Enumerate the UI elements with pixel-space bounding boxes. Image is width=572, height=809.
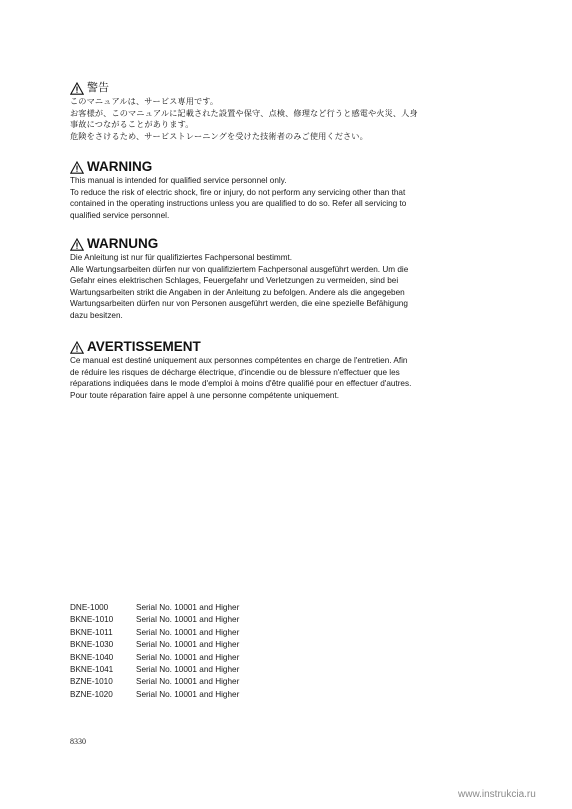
section-heading bbox=[70, 159, 510, 175]
model-number: BZNE-1010 bbox=[70, 677, 113, 687]
section-heading bbox=[70, 236, 510, 252]
body-line: dazu besitzen. bbox=[70, 310, 123, 320]
model-row bbox=[70, 602, 239, 614]
model-number: BZNE-1020 bbox=[70, 689, 113, 699]
model-number: BKNE-1011 bbox=[70, 627, 113, 637]
body-line: de réduire les risques de décharge électrique, d'incendie ou de blessure n'effectuer que les bbox=[70, 367, 400, 377]
body-line: Gefahr eines elektrischen Schlages, Feuergefahr und Verletzungen zu vermeiden, sind bei bbox=[70, 276, 399, 286]
warning-section-german bbox=[70, 236, 510, 322]
warning-section-french bbox=[70, 339, 510, 401]
serial-range: Serial No. 10001 and Higher bbox=[136, 652, 240, 662]
body-line: réparations indiquées dans le mode d'emploi à moins d'être qualifié pour en effectuer d'autres. bbox=[70, 379, 412, 389]
body-line: Pour toute réparation faire appel à une personne compétente uniquement. bbox=[70, 390, 340, 400]
model-list bbox=[70, 602, 239, 701]
warning-triangle-icon bbox=[70, 238, 84, 251]
model-row bbox=[70, 664, 239, 676]
serial-range: Serial No. 10001 and Higher bbox=[136, 677, 240, 687]
body-line: contained in the operating instructions unless you are qualified to do so. Refer all servicing to bbox=[70, 199, 407, 209]
model-number: BKNE-1030 bbox=[70, 640, 114, 650]
model-number: BKNE-1040 bbox=[70, 652, 114, 662]
section-body bbox=[70, 252, 510, 322]
warning-triangle-icon bbox=[70, 341, 84, 354]
warning-triangle-icon bbox=[70, 161, 84, 174]
body-line: Wartungsarbeiten strikt die Angaben in der Anleitung zu befolgen. Andere als die angegeben bbox=[70, 287, 405, 297]
serial-range: Serial No. 10001 and Higher bbox=[136, 603, 240, 612]
section-title: 警告 bbox=[87, 82, 109, 94]
serial-range: Serial No. 10001 and Higher bbox=[136, 664, 240, 674]
body-line: このマニュアルは、サービス専用です。 bbox=[70, 97, 219, 106]
section-body bbox=[70, 96, 510, 142]
body-line: qualified service personnel. bbox=[70, 210, 170, 220]
model-row bbox=[70, 652, 239, 664]
serial-range: Serial No. 10001 and Higher bbox=[136, 689, 240, 699]
body-line: Die Anleitung ist nur für qualifiziertes Fachpersonal bestimmt. bbox=[70, 253, 293, 262]
warning-section-english bbox=[70, 159, 510, 221]
body-line: To reduce the risk of electric shock, fire or injury, do not perform any servicing other than that bbox=[70, 187, 406, 197]
section-body bbox=[70, 355, 510, 401]
section-title: WARNING bbox=[87, 159, 153, 174]
body-line: 危険をさけるため、サービストレーニングを受けた技術者のみご使用ください。 bbox=[70, 131, 368, 141]
body-line: 事故につながることがあります。 bbox=[70, 120, 194, 130]
model-number: BKNE-1041 bbox=[70, 664, 114, 674]
model-row bbox=[70, 614, 239, 626]
model-row bbox=[70, 689, 239, 701]
body-line: Wartungsarbeiten dürfen nur von Personen ausgeführt werden, die eine spezielle Befähigung bbox=[70, 299, 408, 309]
warning-triangle-icon bbox=[70, 82, 84, 95]
model-number: BKNE-1010 bbox=[70, 615, 114, 625]
body-line: Alle Wartungsarbeiten dürfen nur von qualifiziertem Fachpersonal ausgeführt werden. Um die bbox=[70, 264, 409, 274]
section-body bbox=[70, 175, 510, 221]
model-number: DNE-1000 bbox=[70, 603, 109, 612]
serial-range: Serial No. 10001 and Higher bbox=[136, 627, 240, 637]
warning-section-japanese bbox=[70, 80, 510, 142]
serial-range: Serial No. 10001 and Higher bbox=[136, 640, 240, 650]
watermark: www.instrukcia.ru bbox=[458, 789, 536, 800]
model-row bbox=[70, 676, 239, 688]
section-heading bbox=[70, 80, 510, 96]
body-line: Ce manual est destiné uniquement aux personnes compétentes en charge de l'entretien. Afin bbox=[70, 356, 408, 365]
section-heading bbox=[70, 339, 510, 355]
section-title: WARNUNG bbox=[87, 236, 159, 251]
section-title: AVERTISSEMENT bbox=[87, 339, 201, 354]
body-line: お客様が、このマニュアルに記載された設置や保守、点検、修理など行うと感電や火災、人身 bbox=[70, 108, 418, 118]
body-line: This manual is intended for qualified service personnel only. bbox=[70, 176, 287, 185]
document-code: 8330 bbox=[70, 737, 86, 746]
serial-range: Serial No. 10001 and Higher bbox=[136, 615, 240, 625]
model-row bbox=[70, 639, 239, 651]
model-row bbox=[70, 627, 239, 639]
